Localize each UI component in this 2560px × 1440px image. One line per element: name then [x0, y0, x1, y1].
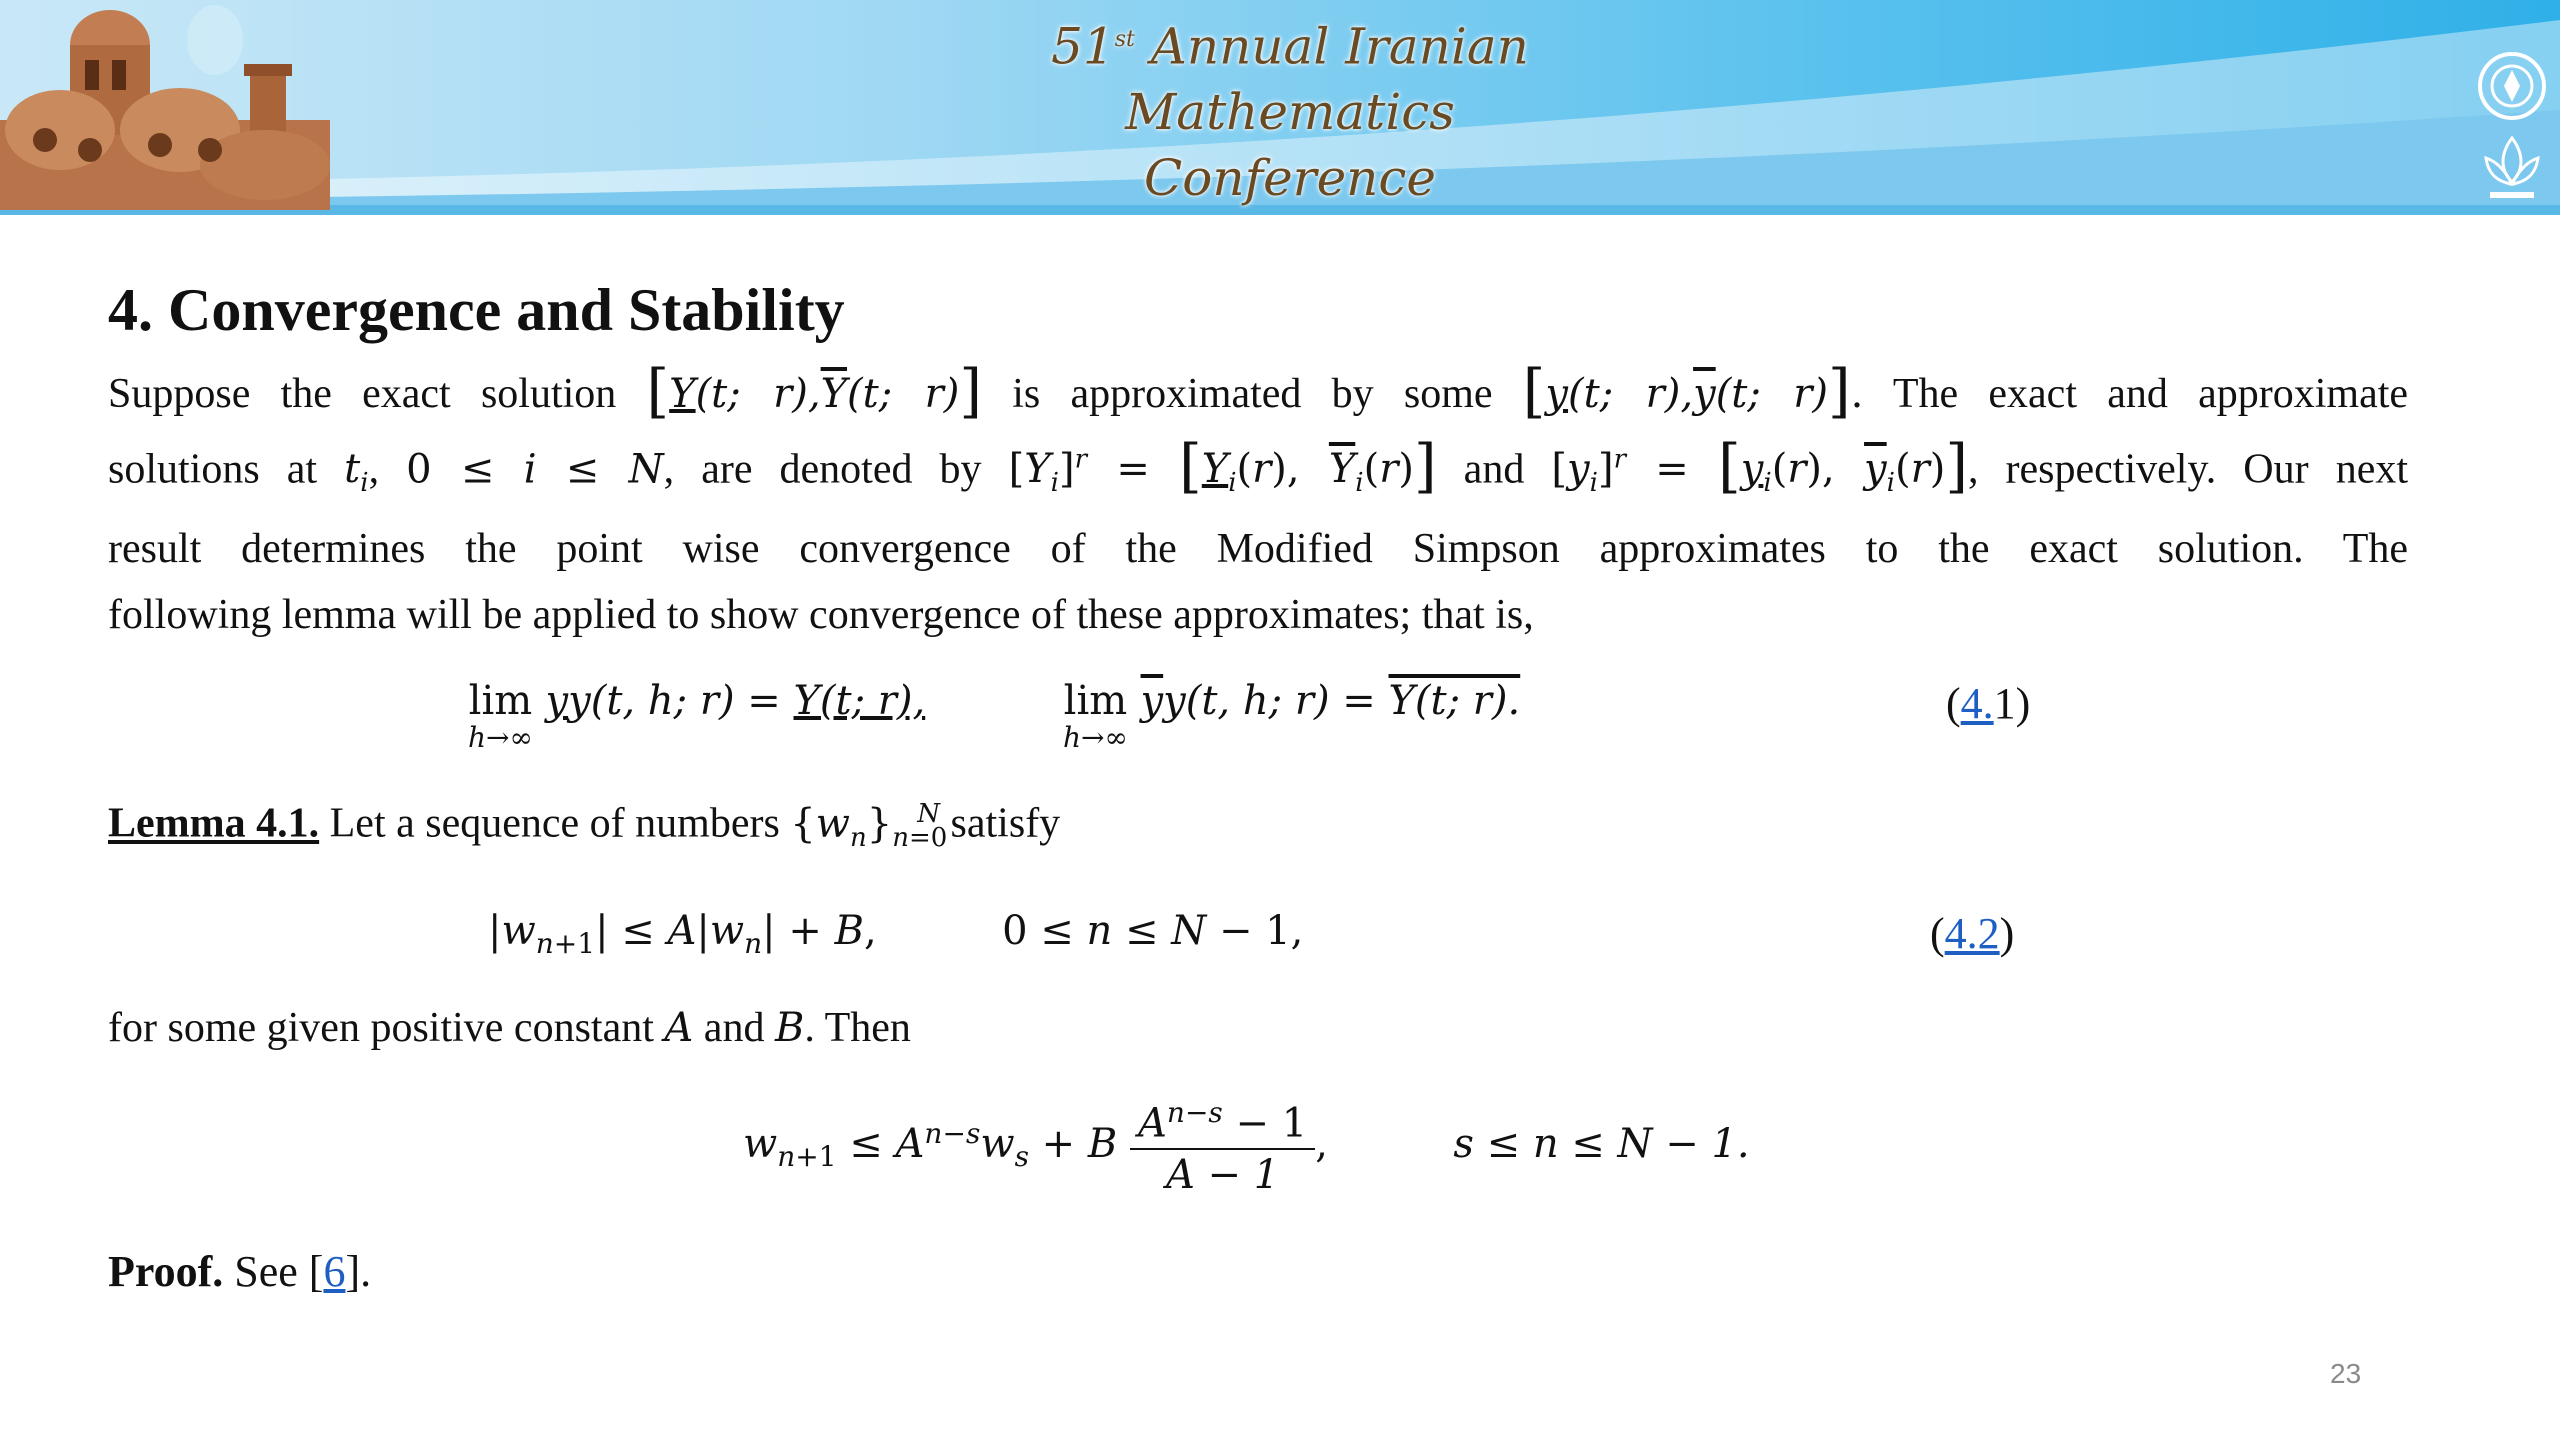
para-line-2: solutions at $t_i$, 0 ≤ i ≤ N, are denoted by $[Y_i]^r = [Y_i(r)$, $\overline{Y}_i(r)$] and $[y_i]^r = [y_i(r)$, $\overline{y}_i(r)$], respectively. Our next — [108, 432, 2409, 501]
intro-paragraph — [108, 358, 2408, 648]
para-line-4: following lemma will be applied to show convergence of these approximates; that is, — [108, 592, 1534, 639]
eq41-ref-link[interactable]: 4. — [1960, 679, 1994, 729]
slide-content — [108, 270, 2408, 1297]
bound-fraction: $\frac{A^{n-s} - 1}{A - 1}$ — [1130, 1096, 1315, 1198]
equation-4-1 — [108, 676, 2408, 768]
para-line-1: Suppose the exact solution [Y(t; $r),\overline{Y}(t$; r)] is approximated by some [y(t; $r),\overline{y}(t$; r)]. The exact and approximate — [108, 357, 2409, 425]
page-number: 23 — [2330, 1358, 2362, 1389]
equation-4-2 — [108, 908, 2408, 988]
bound-body: $w_{n+1} \le A^{n-s}w_s + B$ $\frac{A^{n-s} - 1}{A - 1}$ , s ≤ n ≤ N − 1. — [743, 1095, 1750, 1198]
citation-link[interactable]: 6 — [323, 1246, 346, 1296]
lemma-4-1: Lemma 4.1. Let a sequence of numbers $\{w_n\}_{n=0}^N$ satisfy — [108, 799, 1061, 853]
section-title: 4. Convergence and Stability — [108, 277, 845, 343]
eq41-left: lim h→∞ yy(t, h; r) = Y(t; r), — [468, 678, 926, 755]
lotus-logo-icon — [2476, 130, 2548, 208]
conference-banner — [0, 0, 2560, 215]
proof-line: Proof. See [6]. — [108, 1246, 372, 1296]
lemma-label: Lemma 4.1. — [108, 800, 320, 847]
eq42-label: (4.2) — [1930, 908, 2015, 958]
university-seal-icon — [2476, 50, 2548, 122]
para-line-3: result determines the point wise convergence of the Modified Simpson approximates to the exact solution. The — [108, 526, 2408, 573]
eq41-label: (4.1) — [1946, 679, 2031, 729]
eq42-body: $|w_{n+1}| \le A|w_n| + B$, 0 ≤ n ≤ N − 1, — [488, 907, 1304, 960]
constants-sentence: for some given positive constant A and B. Then — [108, 1004, 911, 1051]
conference-title: 51st Annual Iranian Mathematics Conference — [1051, 17, 1529, 207]
eq42-ref-link[interactable]: 4.2 — [1944, 908, 2000, 958]
eq41-right: lim h→∞ $\overline{y}y(t$, h; r) = Y(t; r). — [1063, 678, 1521, 755]
equation-bound — [108, 1096, 2408, 1226]
